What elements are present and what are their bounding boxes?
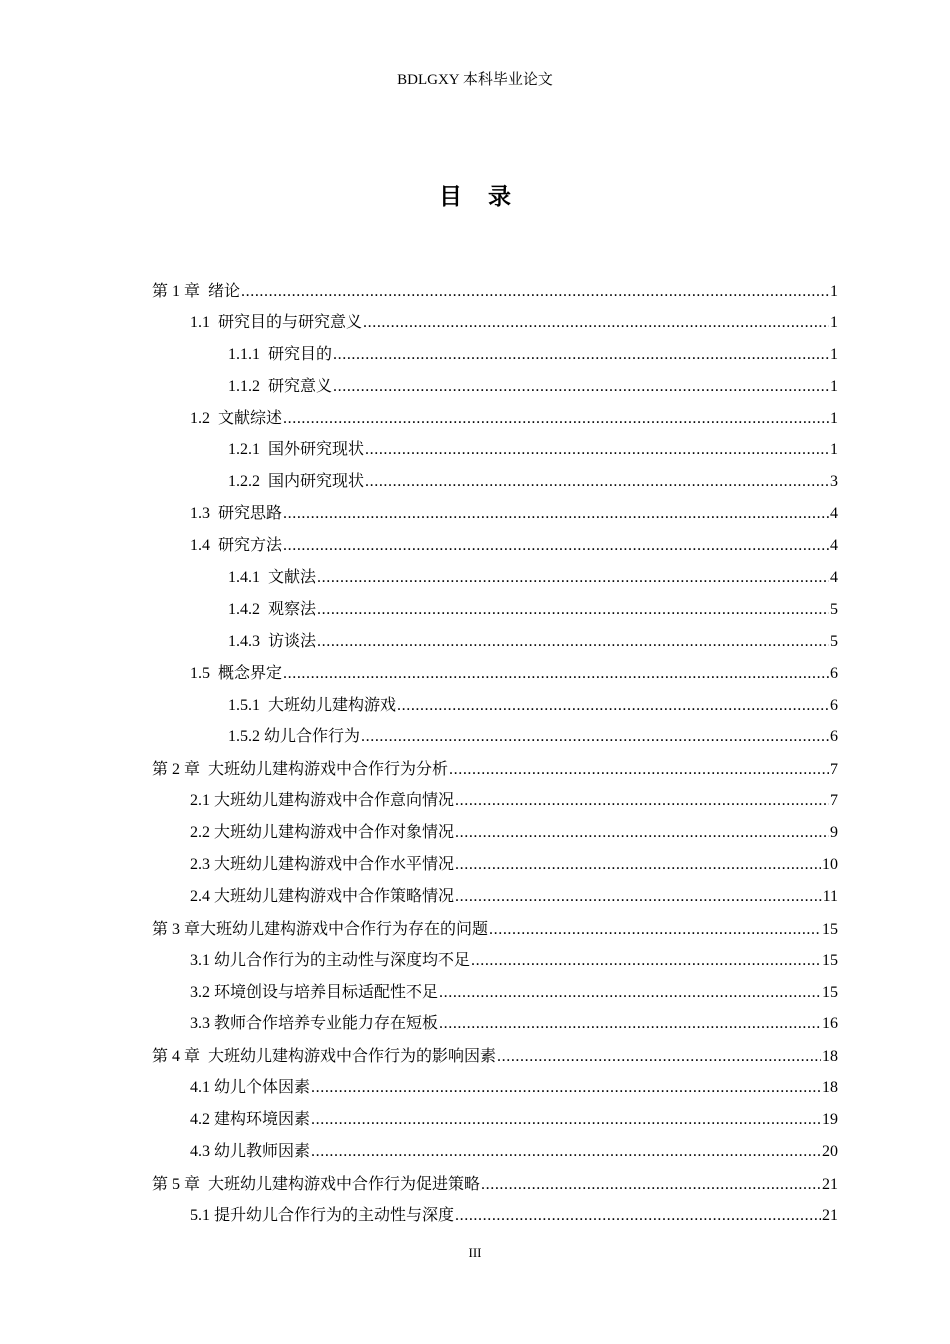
toc-entry-number: 2.3	[190, 856, 214, 874]
toc-entry-label: 研究目的	[268, 345, 333, 363]
toc-entry-label: 大班幼儿建构游戏中合作对象情况	[214, 824, 455, 842]
toc-entry-page: 4	[830, 505, 838, 523]
toc-entry[interactable]	[152, 498, 838, 530]
toc-entry[interactable]	[152, 403, 838, 435]
toc-entry-number: 第 3 章	[152, 920, 201, 938]
toc-entry-label: 大班幼儿建构游戏中合作意向情况	[214, 792, 455, 810]
toc-entry-page: 1	[830, 345, 838, 363]
toc-entry[interactable]	[152, 1040, 838, 1072]
toc-entry-page: 15	[822, 951, 838, 969]
toc-entry-number: 4.1	[190, 1079, 214, 1097]
toc-dot-leader	[365, 466, 829, 498]
toc-entry-label: 大班幼儿建构游戏中合作行为促进策略	[208, 1173, 481, 1193]
toc-entry-number: 1.2	[190, 409, 218, 427]
toc-entry-page: 4	[830, 537, 838, 555]
toc-entry-number: 1.2.1	[228, 441, 268, 459]
toc-entry-number: 1.5.2	[228, 728, 264, 746]
toc-entry[interactable]	[152, 626, 838, 658]
toc-entry-label: 大班幼儿建构游戏中合作策略情况	[214, 887, 455, 905]
toc-entry-label: 大班幼儿建构游戏	[268, 696, 397, 714]
toc-entry[interactable]	[152, 339, 838, 371]
toc-entry-label: 幼儿合作行为的主动性与深度均不足	[214, 951, 471, 969]
toc-entry-page: 18	[822, 1048, 838, 1066]
toc-entry-number: 1.4.2	[228, 600, 268, 618]
toc-dot-leader	[317, 594, 829, 626]
toc-dot-leader	[455, 785, 829, 817]
toc-entry[interactable]	[152, 466, 838, 498]
toc-dot-leader	[455, 1200, 821, 1232]
toc-entry-number: 4.3	[190, 1143, 214, 1161]
toc-entry[interactable]	[152, 307, 838, 339]
toc-entry-page: 1	[830, 313, 838, 331]
toc-entry-page: 21	[822, 1175, 838, 1193]
toc-entry-page: 20	[822, 1143, 838, 1161]
toc-entry-page: 4	[830, 569, 838, 587]
page-header: BDLGXY 本科毕业论文	[397, 72, 553, 88]
toc-entry-label: 环境创设与培养目标适配性不足	[214, 983, 439, 1001]
toc-entry-page: 21	[822, 1206, 838, 1224]
toc-entry-number: 1.4	[190, 537, 218, 555]
toc-entry[interactable]	[152, 785, 838, 817]
toc-entry[interactable]	[152, 434, 838, 466]
toc-entry[interactable]	[152, 371, 838, 403]
toc-entry-label: 大班幼儿建构游戏中合作行为存在的问题	[200, 918, 489, 938]
toc-entry-page: 3	[830, 473, 838, 491]
toc-entry-number: 3.1	[190, 951, 214, 969]
toc-entry[interactable]	[152, 1008, 838, 1040]
toc-entry-number: 2.4	[190, 887, 214, 905]
toc-entry-label: 国内研究现状	[268, 473, 365, 491]
toc-dot-leader	[471, 945, 821, 977]
toc-entry-page: 7	[830, 792, 838, 810]
toc-entry[interactable]	[152, 594, 838, 626]
toc-entry[interactable]	[152, 530, 838, 562]
toc-entry-page: 5	[830, 600, 838, 618]
page-number: III	[468, 1245, 482, 1260]
toc-entry-number: 第 5 章	[152, 1175, 209, 1193]
toc-dot-leader	[311, 1104, 821, 1136]
toc-entry-label: 研究意义	[268, 377, 333, 395]
toc-entry[interactable]	[152, 275, 838, 307]
toc-entry-number: 2.2	[190, 824, 214, 842]
toc-entry-label: 大班幼儿建构游戏中合作水平情况	[214, 856, 455, 874]
toc-entry-page: 1	[830, 377, 838, 395]
toc-entry-number: 5.1	[190, 1206, 214, 1224]
toc-entry-label: 研究思路	[218, 505, 283, 523]
toc-dot-leader	[311, 1072, 821, 1104]
toc-entry[interactable]	[152, 817, 838, 849]
toc-entry-number: 1.4.1	[228, 569, 268, 587]
toc-dot-leader	[397, 690, 829, 722]
toc-dot-leader	[333, 371, 829, 403]
toc-entry-number: 1.1.1	[228, 345, 268, 363]
toc-entry-number: 1.1	[190, 313, 218, 331]
toc-entry-label: 绪论	[208, 281, 241, 300]
toc-dot-leader	[365, 434, 829, 466]
toc-dot-leader	[455, 817, 829, 849]
toc-dot-leader	[481, 1169, 821, 1201]
toc-entry-label: 大班幼儿建构游戏中合作行为的影响因素	[208, 1046, 497, 1066]
toc-entry-label: 文献综述	[218, 409, 283, 427]
toc-entry[interactable]	[152, 721, 838, 753]
toc-dot-leader	[497, 1041, 821, 1073]
toc-entry-page: 16	[822, 1015, 838, 1033]
toc-entry-page: 1	[830, 441, 838, 459]
toc-dot-leader	[283, 658, 829, 690]
toc-entry-label: 教师合作培养专业能力存在短板	[214, 1015, 439, 1033]
toc-entry[interactable]	[152, 753, 838, 785]
toc-entry-page: 9	[830, 824, 838, 842]
toc-entry-number: 第 4 章	[152, 1048, 209, 1066]
toc-entry-page: 7	[830, 761, 838, 779]
toc-dot-leader	[439, 977, 821, 1009]
toc-entry[interactable]	[152, 1104, 838, 1136]
toc-entry-page: 11	[822, 887, 838, 905]
toc-dot-leader	[283, 498, 829, 530]
toc-entry-number: 1.5	[190, 664, 218, 682]
toc-dot-leader	[317, 626, 829, 658]
toc-entry-label: 国外研究现状	[268, 441, 365, 459]
toc-entry-label: 幼儿合作行为	[264, 728, 361, 746]
toc-entry-number: 第 1 章	[152, 283, 209, 300]
toc-entry-label: 大班幼儿建构游戏中合作行为分析	[208, 759, 449, 779]
toc-entry-number: 3.3	[190, 1015, 214, 1033]
toc-entry[interactable]	[152, 881, 838, 913]
toc-entry-label: 幼儿教师因素	[214, 1143, 311, 1161]
toc-entry[interactable]	[152, 690, 838, 722]
toc-entry-number: 2.1	[190, 792, 214, 810]
toc-entry[interactable]	[152, 1072, 838, 1104]
toc-entry[interactable]	[152, 1136, 838, 1168]
toc-entry[interactable]	[152, 562, 838, 594]
toc-entry-number: 3.2	[190, 983, 214, 1001]
toc-entry[interactable]	[152, 1200, 838, 1232]
toc-entry-label: 提升幼儿合作行为的主动性与深度	[214, 1206, 455, 1224]
toc-entry-page: 15	[822, 983, 838, 1001]
toc-dot-leader	[283, 403, 829, 435]
toc-entry-label: 幼儿个体因素	[214, 1079, 311, 1097]
toc-entry[interactable]	[152, 945, 838, 977]
toc-entry-number: 第 2 章	[152, 761, 209, 779]
toc-entry-label: 访谈法	[268, 632, 317, 650]
toc-dot-leader	[455, 849, 821, 881]
toc-entry-number: 1.1.2	[228, 377, 268, 395]
toc-entry-number: 1.4.3	[228, 632, 268, 650]
toc-entry-number: 1.2.2	[228, 473, 268, 491]
toc-entry[interactable]	[152, 913, 838, 945]
toc-dot-leader	[449, 754, 829, 786]
toc-entry[interactable]	[152, 977, 838, 1009]
toc-dot-leader	[311, 1136, 821, 1168]
toc-entry-number: 4.2	[190, 1111, 214, 1129]
toc-entry-page: 6	[830, 696, 838, 714]
toc-entry-page: 1	[830, 409, 838, 427]
toc-entry-page: 18	[822, 1079, 838, 1097]
toc-dot-leader	[455, 881, 822, 913]
toc-entry-label: 文献法	[268, 569, 317, 587]
toc-entry[interactable]	[152, 1168, 838, 1200]
toc-dot-leader	[241, 276, 829, 308]
toc-dot-leader	[489, 914, 821, 946]
toc-entry[interactable]	[152, 658, 838, 690]
toc-dot-leader	[283, 530, 829, 562]
toc-entry-page: 1	[830, 283, 838, 300]
toc-dot-leader	[317, 562, 829, 594]
toc-dot-leader	[363, 307, 829, 339]
toc-entry-label: 研究方法	[218, 537, 283, 555]
toc-dot-leader	[361, 721, 829, 753]
toc-entry-page: 19	[822, 1111, 838, 1129]
toc-entry-page: 6	[830, 664, 838, 682]
toc-entry[interactable]	[152, 849, 838, 881]
table-of-contents	[152, 275, 838, 1232]
toc-entry-label: 研究目的与研究意义	[218, 313, 363, 331]
toc-entry-label: 概念界定	[218, 664, 283, 682]
toc-dot-leader	[333, 339, 829, 371]
toc-dot-leader	[439, 1008, 821, 1040]
toc-entry-number: 1.3	[190, 505, 218, 523]
toc-entry-label: 建构环境因素	[214, 1111, 311, 1129]
toc-entry-page: 15	[822, 920, 838, 938]
page-title: 目录	[439, 184, 537, 210]
toc-entry-label: 观察法	[268, 600, 317, 618]
toc-entry-page: 5	[830, 632, 838, 650]
toc-entry-page: 6	[830, 728, 838, 746]
toc-entry-number: 1.5.1	[228, 696, 268, 714]
toc-entry-page: 10	[822, 856, 838, 874]
